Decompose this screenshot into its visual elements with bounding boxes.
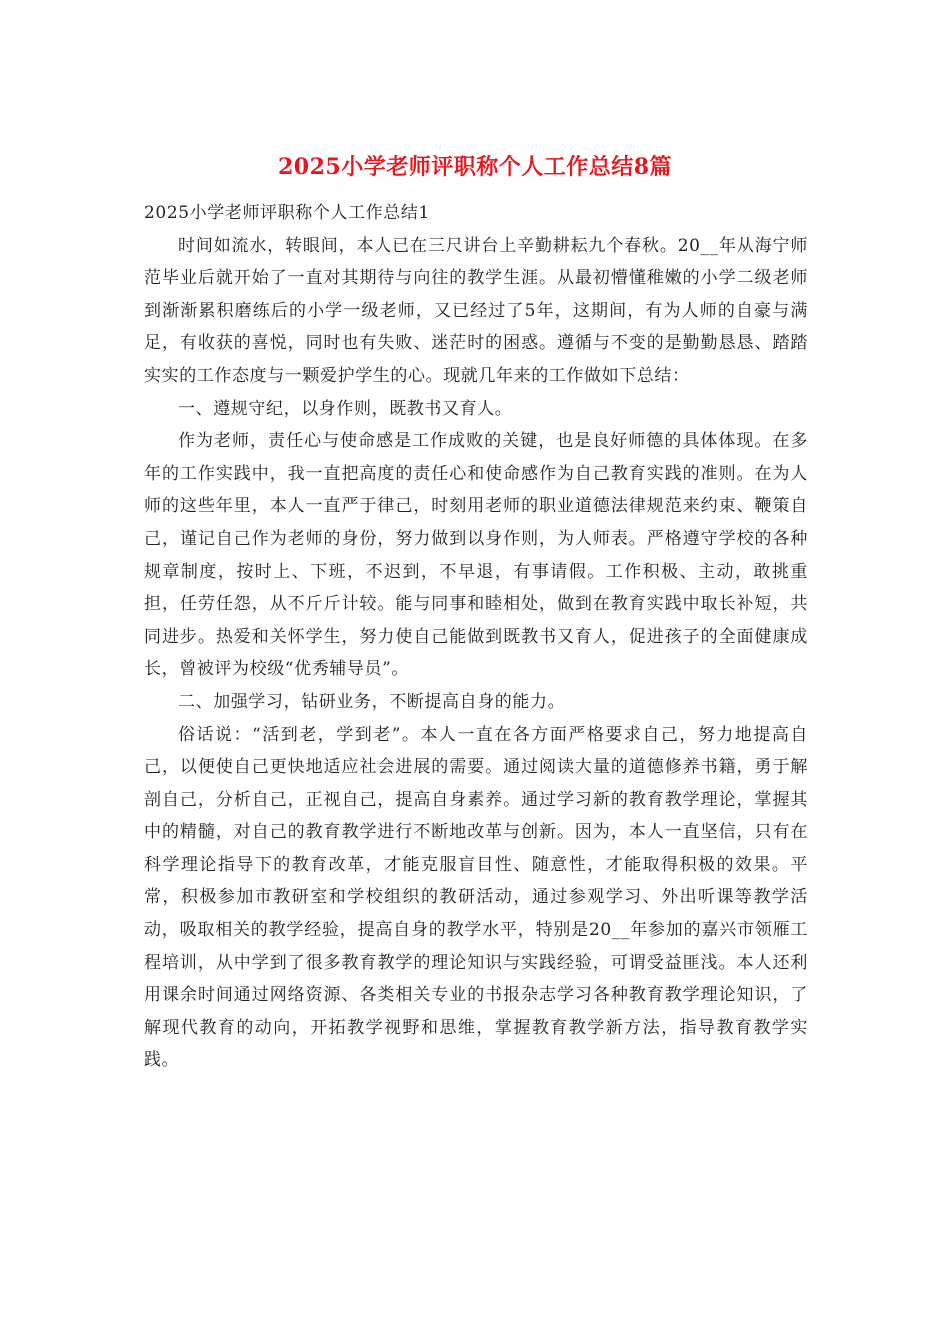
- document-body: [144, 197, 808, 1077]
- section-subtitle: 2025小学老师评职称个人工作总结1: [144, 203, 430, 223]
- document-title: 2025小学老师评职称个人工作总结8篇: [277, 154, 673, 180]
- paragraph-section-1: 作为老师，责任心与使命感是工作成败的关键，也是良好师德的具体体现。在多年的工作实践中，我一直把高度的责任心和使命感作为自己教育实践的准则。在为人师的这些年里，本人一直严于律己，时刻用老师的职业道德法律规范来约束、鞭策自己，谨记自己作为老师的身份，努力做到以身作则，为人师表。严格遵守学校的各种规章制度，按时上、下班，不迟到，不早退，有事请假。工作积极、主动，敢挑重担，任劳任怨，从不斤斤计较。能与同事和睦相处，做到在教育实践中取长补短，共同进步。热爱和关怀学生，努力使自己能做到既教书又育人，促进孩子的全面健康成长，曾被评为校级“优秀辅导员”。: [144, 431, 808, 680]
- section-heading-2: 二、加强学习，钻研业务，不断提高自身的能力。: [178, 691, 566, 712]
- section-heading-1: 一、遵规守纪，以身作则，既教书又育人。: [178, 398, 513, 419]
- paragraph-section-2: 俗话说：“活到老，学到老”。本人一直在各方面严格要求自己，努力地提高自己，以便使自己更快地适应社会进展的需要。通过阅读大量的道德修养书籍，勇于解剖自己，分析自己，正视自己，提高自身素养。通过学习新的教育教学理论，掌握其中的精髓，对自己的教育教学进行不断地改革与创新。因为，本人一直坚信，只有在科学理论指导下的教育改革，才能克服盲目性、随意性，才能取得积极的效果。平常，积极参加市教研室和学校组织的教研活动，通过参观学习、外出听课等教学活动，吸取相关的教学经验，提高自身的教学水平，特别是20__年参加的嘉兴市领雁工程培训，从中学到了很多教育教学的理论知识与实践经验，可谓受益匪浅。本人还利用课余时间通过网络资源、各类相关专业的书报杂志学习各种教育教学理论知识，了解现代教育的动向，开拓教学视野和思维，掌握教育教学新方法，指导教育教学实践。: [144, 724, 808, 1071]
- paragraph-intro: 时间如流水，转眼间，本人已在三尺讲台上辛勤耕耘九个春秋。20__年从海宁师范毕业后就开始了一直对其期待与向往的教学生涯。从最初懵懂稚嫩的小学二级老师到渐渐累积磨练后的小学一级老师，又已经过了5年，这期间，有为人师的自豪与满足，有收获的喜悦，同时也有失败、迷茫时的困惑。遵循与不变的是勤勤恳恳、踏踏实实的工作态度与一颗爱护学生的心。现就几年来的工作做如下总结：: [144, 235, 808, 386]
